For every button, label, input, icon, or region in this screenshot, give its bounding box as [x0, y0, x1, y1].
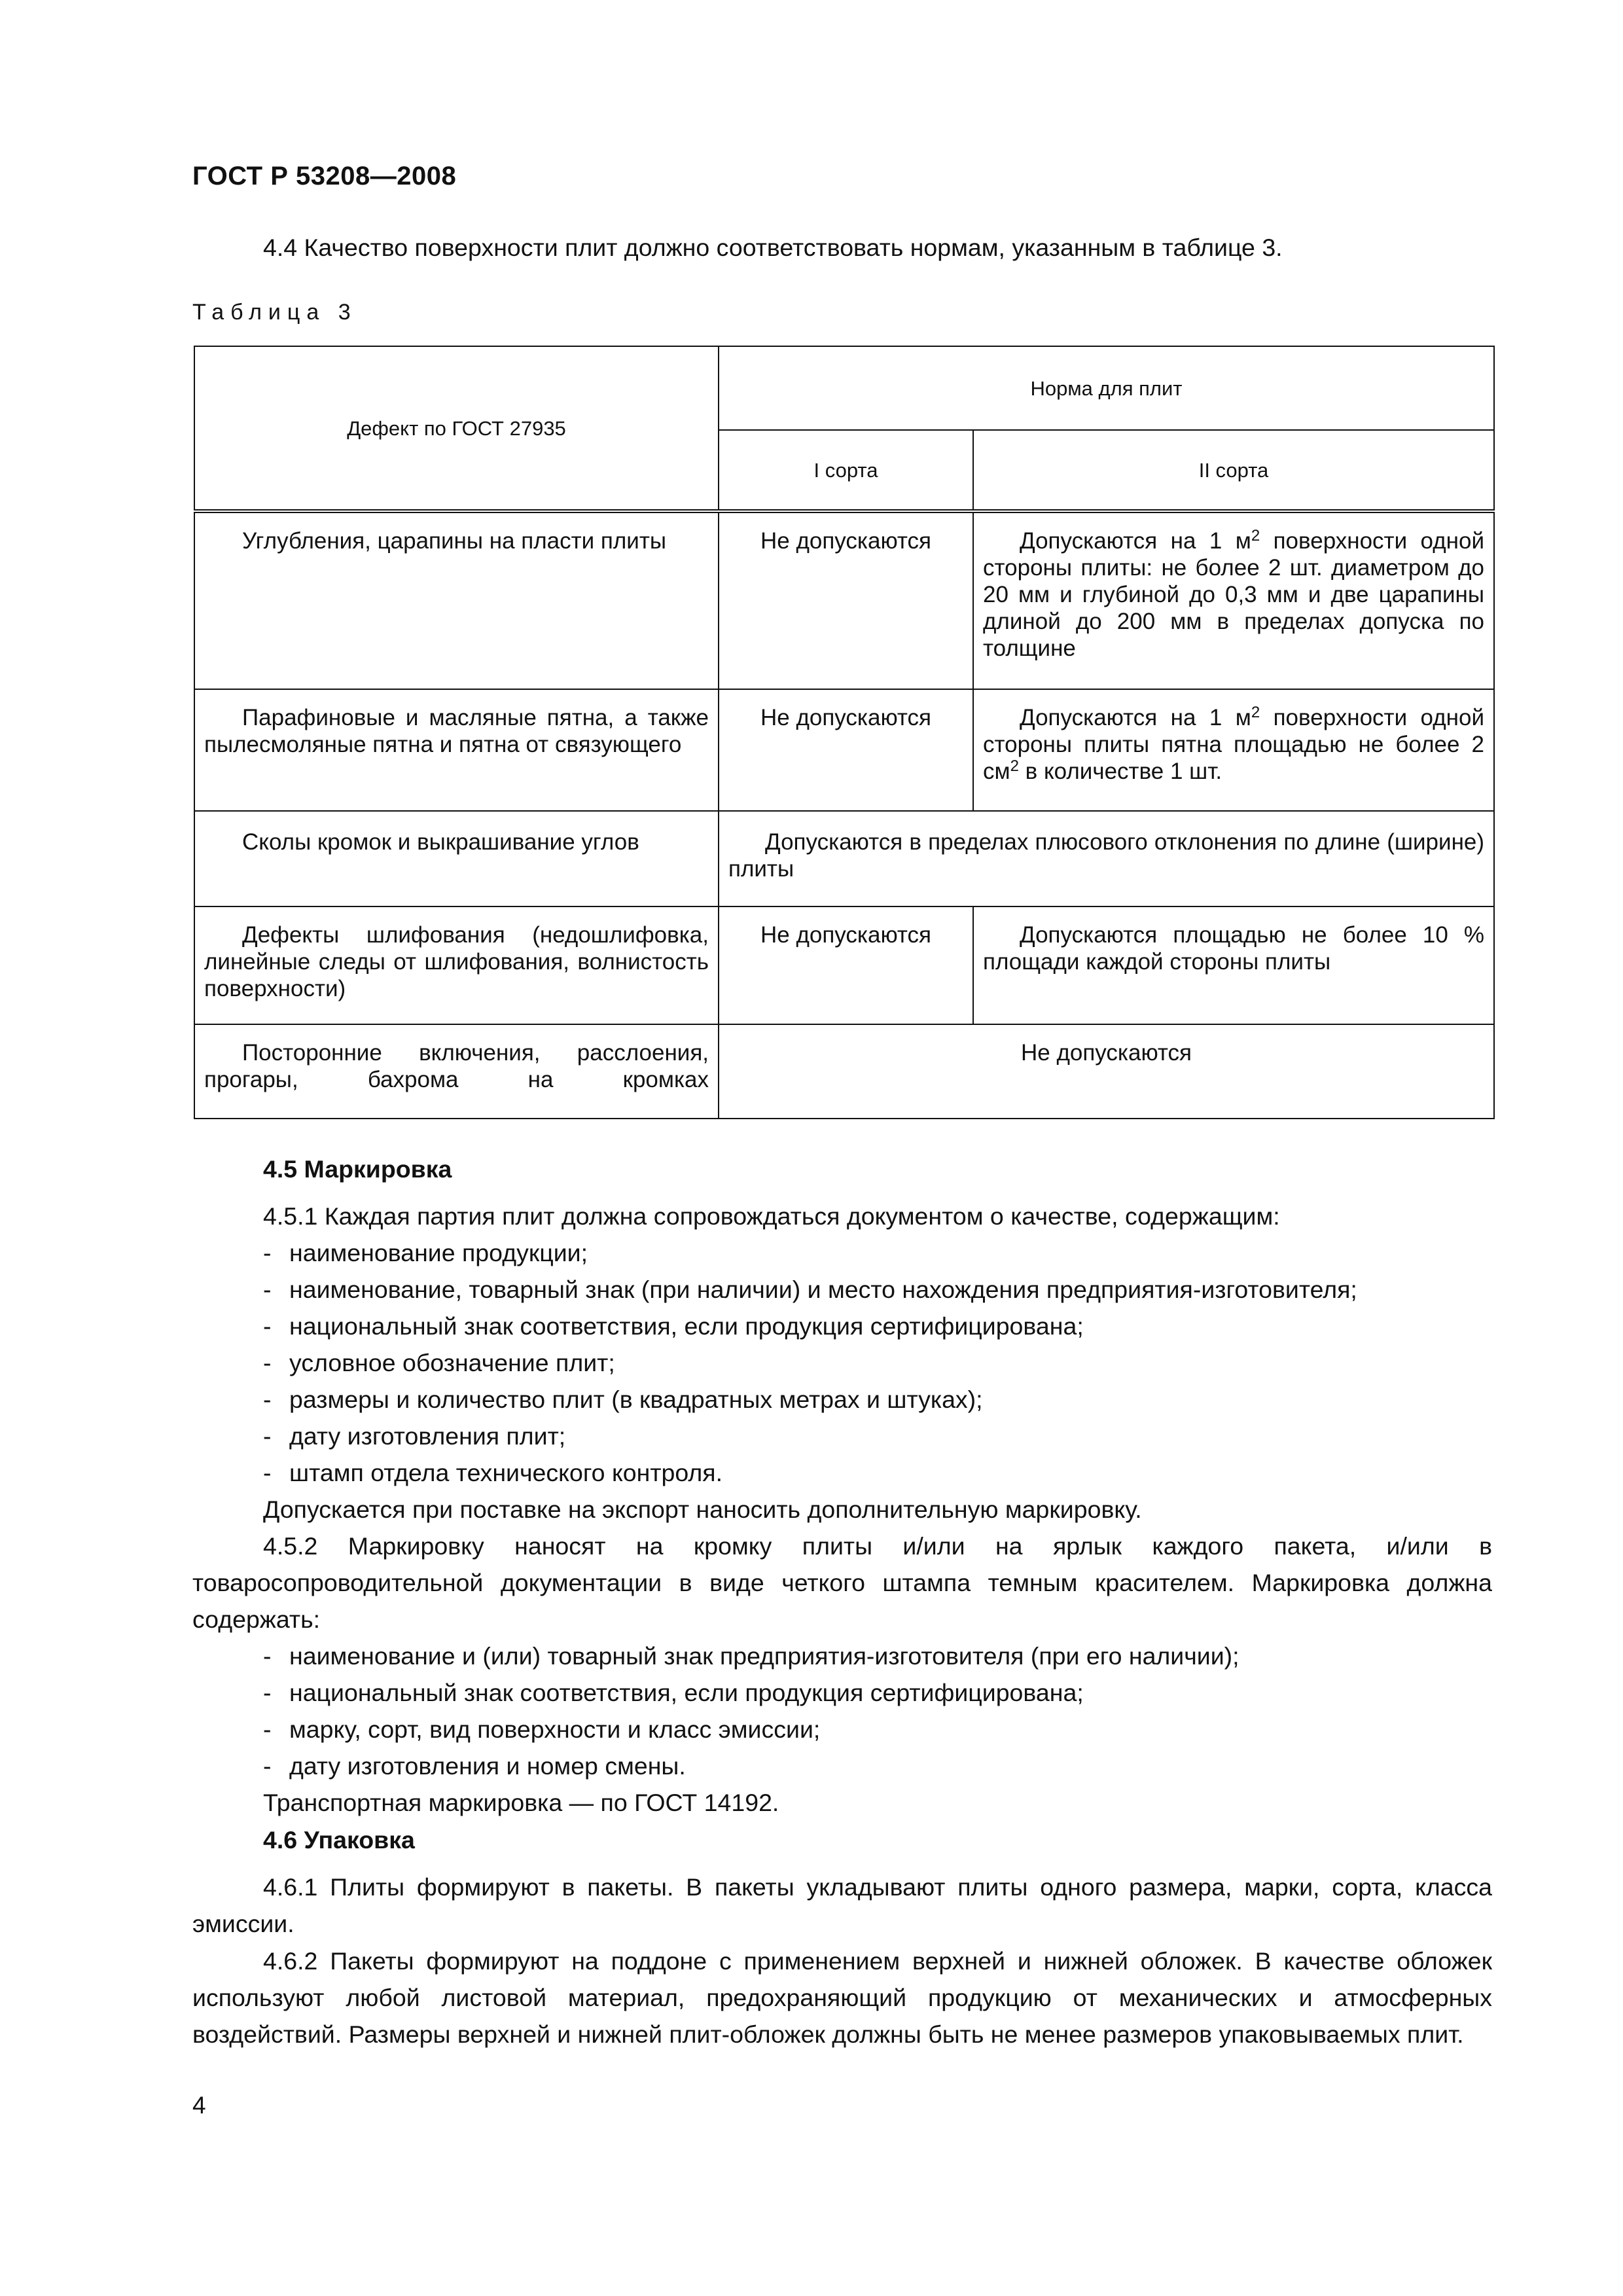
list-item: - дату изготовления плит; [192, 1418, 1492, 1454]
defect-cell: Дефекты шлифования (недошлифовка, линейные следы от шлифования, волнистость поверхности) [204, 922, 709, 1001]
list-item: - наименование, товарный знак (при наличии) и место нахождения предприятия-изготовителя; [192, 1271, 1492, 1308]
paragraph-4-6-2: 4.6.2 Пакеты формируют на поддоне с применением верхней и нижней обложек. В качестве обложек используют любой листовой материал, предохраняющий продукцию от механических и атмосферных воздействий. Размеры верхней и нижней плит-обложек должны быть не менее размеров упаковываемых плит. [192, 1947, 1492, 2048]
grade1-cell: Не допускаются [760, 528, 932, 554]
grade1-cell: Не допускаются [760, 922, 932, 948]
defect-cell: Парафиновые и масляные пятна, а также пылесмоляные пятна и пятна от связующего [204, 705, 709, 757]
defect-cell: Посторонние включения, расслоения, прогары, бахрома на кромках [204, 1040, 709, 1092]
grade1-cell: Не допускаются [760, 705, 932, 730]
paragraph-transport-marking: Транспортная маркировка — по ГОСТ 14192. [263, 1789, 779, 1816]
merged-norm-cell: Не допускаются [1020, 1040, 1192, 1066]
table-row [194, 511, 1494, 689]
list-item: - дату изготовления и номер смены. [192, 1748, 1492, 1784]
table-row [194, 906, 1494, 1024]
quality-table [194, 346, 1495, 1119]
page-number: 4 [192, 2092, 206, 2119]
paragraph-export-marking: Допускается при поставке на экспорт наносить дополнительную маркировку. [263, 1496, 1142, 1523]
table-row [194, 1024, 1494, 1119]
table-caption: Таблица 3 [192, 300, 357, 325]
list-item: - штамп отдела технического контроля. [192, 1454, 1492, 1491]
defect-cell: Углубления, царапины на пласти плиты [242, 528, 667, 554]
grade2-cell: Допускаются на 1 $м^2$ поверхности одной стороны плиты пятна площадью не более 2 $см^2$ в количестве 1 шт. [983, 704, 1485, 784]
section-heading-packing: 4.6 Упаковка [263, 1826, 415, 1854]
paragraph-4-6-1: 4.6.1 Плиты формируют в пакеты. В пакеты укладывают плиты одного размера, марки, сорта, класса эмиссии. [192, 1873, 1492, 1937]
section-4-5-2-list-block [263, 1638, 1492, 1821]
table-row [194, 689, 1494, 811]
list-item: - наименование и (или) товарный знак предприятия-изготовителя (при его наличии); [192, 1638, 1492, 1674]
table-row [194, 811, 1494, 906]
list-item: - национальный знак соответствия, если продукция сертифицирована; [192, 1308, 1492, 1344]
header-grade-2: II сорта [973, 430, 1494, 511]
paragraph-4-5-1: 4.5.1 Каждая партия плит должна сопровождаться документом о качестве, содержащим: [263, 1202, 1280, 1230]
defect-cell: Сколы кромок и выкрашивание углов [242, 829, 639, 855]
list-item: - марку, сорт, вид поверхности и класс эмиссии; [192, 1711, 1492, 1748]
list-item: - национальный знак соответствия, если продукция сертифицирована; [192, 1674, 1492, 1711]
list-item: - размеры и количество плит (в квадратных метрах и штуках); [192, 1381, 1492, 1418]
paragraph-4-4: 4.4 Качество поверхности плит должно соответствовать нормам, указанным в таблице 3. [263, 234, 1283, 261]
section-heading-marking: 4.5 Маркировка [263, 1155, 452, 1183]
marking-list [192, 1234, 1492, 1491]
grade2-cell: Допускаются на 1 $м^2$ поверхности одной стороны плиты: не более 2 шт. диаметром до 20 мм и глубиной до 0,3 мм и две царапины длиной до 200 мм в пределах допуска по толщине [983, 527, 1485, 661]
header-grade-1: I сорта [719, 430, 973, 511]
header-defect: Дефект по ГОСТ 27935 [194, 346, 719, 511]
label-content-list [192, 1638, 1492, 1784]
section-4-5-body [263, 1198, 1492, 1528]
grade2-cell: Допускаются площадью не более 10 % площади каждой стороны плиты [983, 922, 1485, 975]
header-norm: Норма для плит [719, 346, 1494, 430]
list-item: - условное обозначение плит; [192, 1344, 1492, 1381]
list-item: - наименование продукции; [192, 1234, 1492, 1271]
paragraph-4-5-2: 4.5.2 Маркировку наносят на кромку плиты и/или на ярлык каждого пакета, и/или в товаросопроводительной документации в виде четкого штампа темным красителем. Маркировка должна содержать: [192, 1532, 1492, 1633]
document-standard-number: ГОСТ Р 53208—2008 [192, 162, 457, 190]
merged-norm-cell: Допускаются в пределах плюсового отклонения по длине (ширине) плиты [728, 829, 1485, 882]
